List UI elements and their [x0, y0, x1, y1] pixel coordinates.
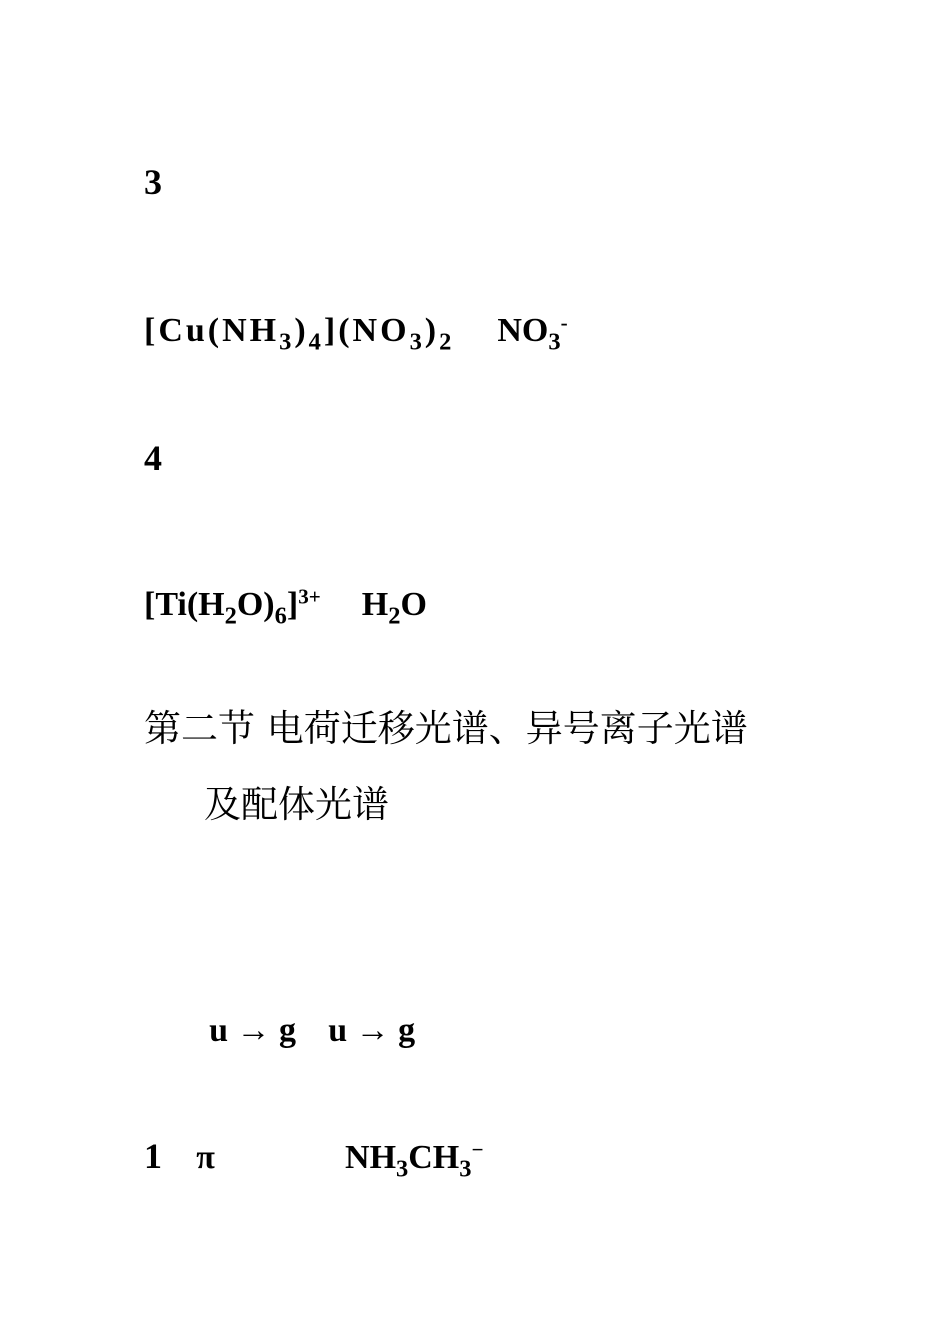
item-4-heading — [144, 440, 162, 476]
item-number: 1 — [144, 1136, 162, 1176]
section-heading-cont: 及配体光谱 — [204, 783, 389, 826]
section-heading: 第二节 电荷迁移光谱、异号离子光谱 — [144, 707, 748, 750]
formula-line — [144, 584, 427, 630]
complex-formula: $[Cu(NH_3)_4](NO_3)_2$ — [144, 312, 455, 356]
item-number: 3 — [144, 162, 162, 202]
ligand-formula: $H_2O$ — [361, 586, 427, 630]
item-1-line — [144, 1136, 484, 1183]
transition-a: u → g — [209, 1012, 297, 1049]
item-number: 4 — [144, 438, 162, 478]
ligand-nh3: $NH_3$ — [345, 1139, 409, 1183]
transition-b: u → g — [328, 1012, 416, 1049]
formula-line — [144, 310, 568, 356]
selection-rule-line — [144, 1014, 415, 1048]
ligand-formula: $NO_3^-$ — [497, 310, 568, 356]
pi-symbol: π — [196, 1139, 215, 1176]
complex-formula: $[Ti(H_2O)_6]^{3+}$ — [144, 584, 321, 630]
item-3-heading — [144, 164, 162, 200]
ligand-ch3: $CH_3^-$ — [408, 1137, 484, 1183]
